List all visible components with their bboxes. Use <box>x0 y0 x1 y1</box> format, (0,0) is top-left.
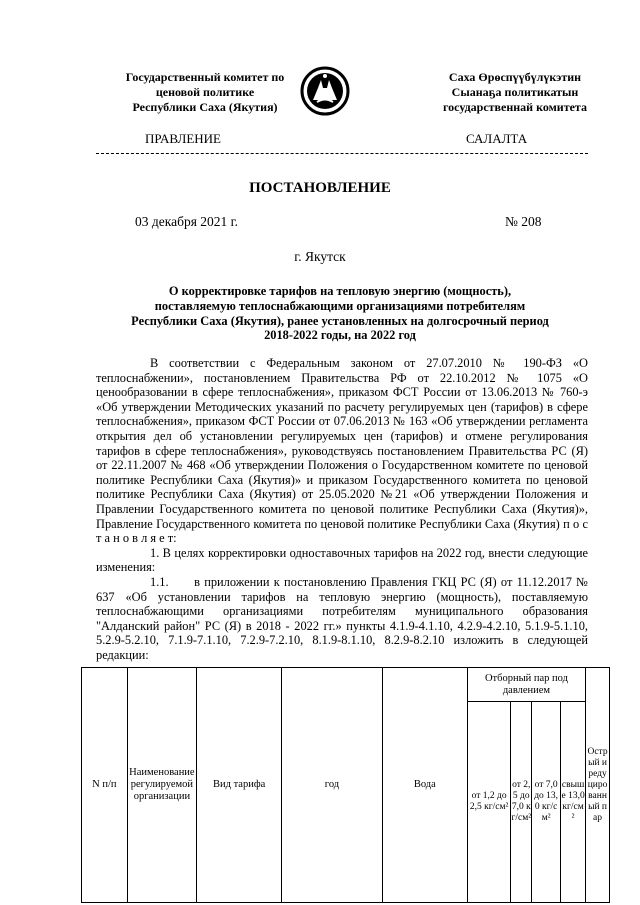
doc-type: ПОСТАНОВЛЕНИЕ <box>249 180 391 196</box>
item-1-paragraph: 1. В целях корректировки одноставочных тарифов на 2022 год, внести следующие изменения: <box>96 545 588 575</box>
col-header-live-steam: Острый и редуцированный пар <box>586 668 610 903</box>
item-1-1-paragraph: 1.1. в приложении к постановлению Правления ГКЦ РС (Я) от 11.12.2017 № 637 «Об установлении тарифов на тепловую энергию (мощность), поставляемую теплоснабжающими организациями потребителям муниципального образования "Алданский район" РС (Я) в 2018 - 2022 гг.» пункты 4.1.9-4.1.10, 4.2.9-4.2.10, 5.1.9-5.1.10, 5.2.9-5.2.10, 7.1.9-7.1.10, 7.2.9-7.2.10, 8.1.9-8.1.10, 8.2.9-8.2.10 изложить в следующей редакции: <box>96 574 592 662</box>
doc-body <box>96 356 592 662</box>
col-header-water: Вода <box>382 668 467 903</box>
doc-title-line: Республики Саха (Якутия), ранее установленных на долгосрочный период <box>131 313 549 328</box>
preamble-paragraph: В соответствии с Федеральным законом от 27.07.2010 № 190-ФЗ «О теплоснабжении», постановлением Правительства РФ от 22.10.2012 № 1075 «О ценообразовании в сфере теплоснабжения», приказом ФСТ России от 13.06.2013 № 760-э «Об утверждении Методических указаний по расчету регулируемых цен (тарифов) в сфере теплоснабжения», приказом ФСТ России от 07.06.2013 № 163 «Об утверждении регламента открытия дел об установлении регулируемых цен (тарифов) и отмене регулирования тарифов в сфере теплоснабжения», руководствуясь постановлением Правительства РС (Я) от 22.11.2007 № 468 «Об утверждении Положения о Государственном комитете по ценовой политике Республики Саха (Якутия)» и приказом Государственного комитета по ценовой политике Республики Саха (Якутия) от 25.05.2020 №21 «Об утверждении Положения и Правлении Государственного комитета по ценовой политике Республики Саха (Якутия)», Правление Государственного комитета по ценовой политике Республики Саха (Якутия) п о с т а н о в л я е т: <box>96 356 588 546</box>
col-header-pressure-1: от 1,2 до 2,5 кг/см² <box>467 702 511 903</box>
agency-name-right-line: Саха Өрөспүүбүлүкэтин <box>448 70 582 84</box>
col-header-organization: Наименование регулируемой организации <box>127 668 196 903</box>
doc-date: 03 декабря 2021 г. <box>135 214 239 229</box>
agency-name-left-line: Государственный комитет по <box>125 70 285 84</box>
col-header-steam-group: Отборный пар под давлением <box>467 668 585 702</box>
doc-title-line: поставляемую теплоснабжающими организациями потребителям <box>154 298 526 313</box>
agency-name-left-line: ценовой политике <box>155 85 255 99</box>
agency-name-left <box>100 70 310 115</box>
doc-city: г. Якутск <box>294 249 346 264</box>
agency-name-left-line: Республики Саха (Якутия) <box>132 100 278 114</box>
agency-name-right-line: Сыанаҕа политикатын <box>451 85 579 99</box>
col-header-np: N п/п <box>82 668 128 903</box>
yakutia-coat-of-arms-icon <box>300 66 350 116</box>
board-label-right: САЛАЛТА <box>466 131 528 146</box>
tariff-table <box>81 667 610 903</box>
agency-name-right-line: государственнай комитета <box>443 100 587 114</box>
doc-title <box>80 284 600 343</box>
col-header-pressure-4: свыше 13,0 кг/см² <box>561 702 586 903</box>
board-label-left: ПРАВЛЕНИЕ <box>145 131 221 146</box>
doc-number: № 208 <box>505 214 542 229</box>
col-header-pressure-3: от 7,0 до 13,0 кг/см² <box>532 702 561 903</box>
col-header-pressure-2: от 2,5 до 7,0 кг/см² <box>511 702 532 903</box>
col-header-tariff-type: Вид тарифа <box>197 668 282 903</box>
header-divider <box>96 153 588 154</box>
doc-title-line: О корректировке тарифов на тепловую энергию (мощность), <box>168 284 512 298</box>
agency-name-right <box>410 70 620 115</box>
col-header-year: год <box>282 668 383 903</box>
doc-title-line: 2018-2022 годы, на 2022 год <box>264 328 416 343</box>
